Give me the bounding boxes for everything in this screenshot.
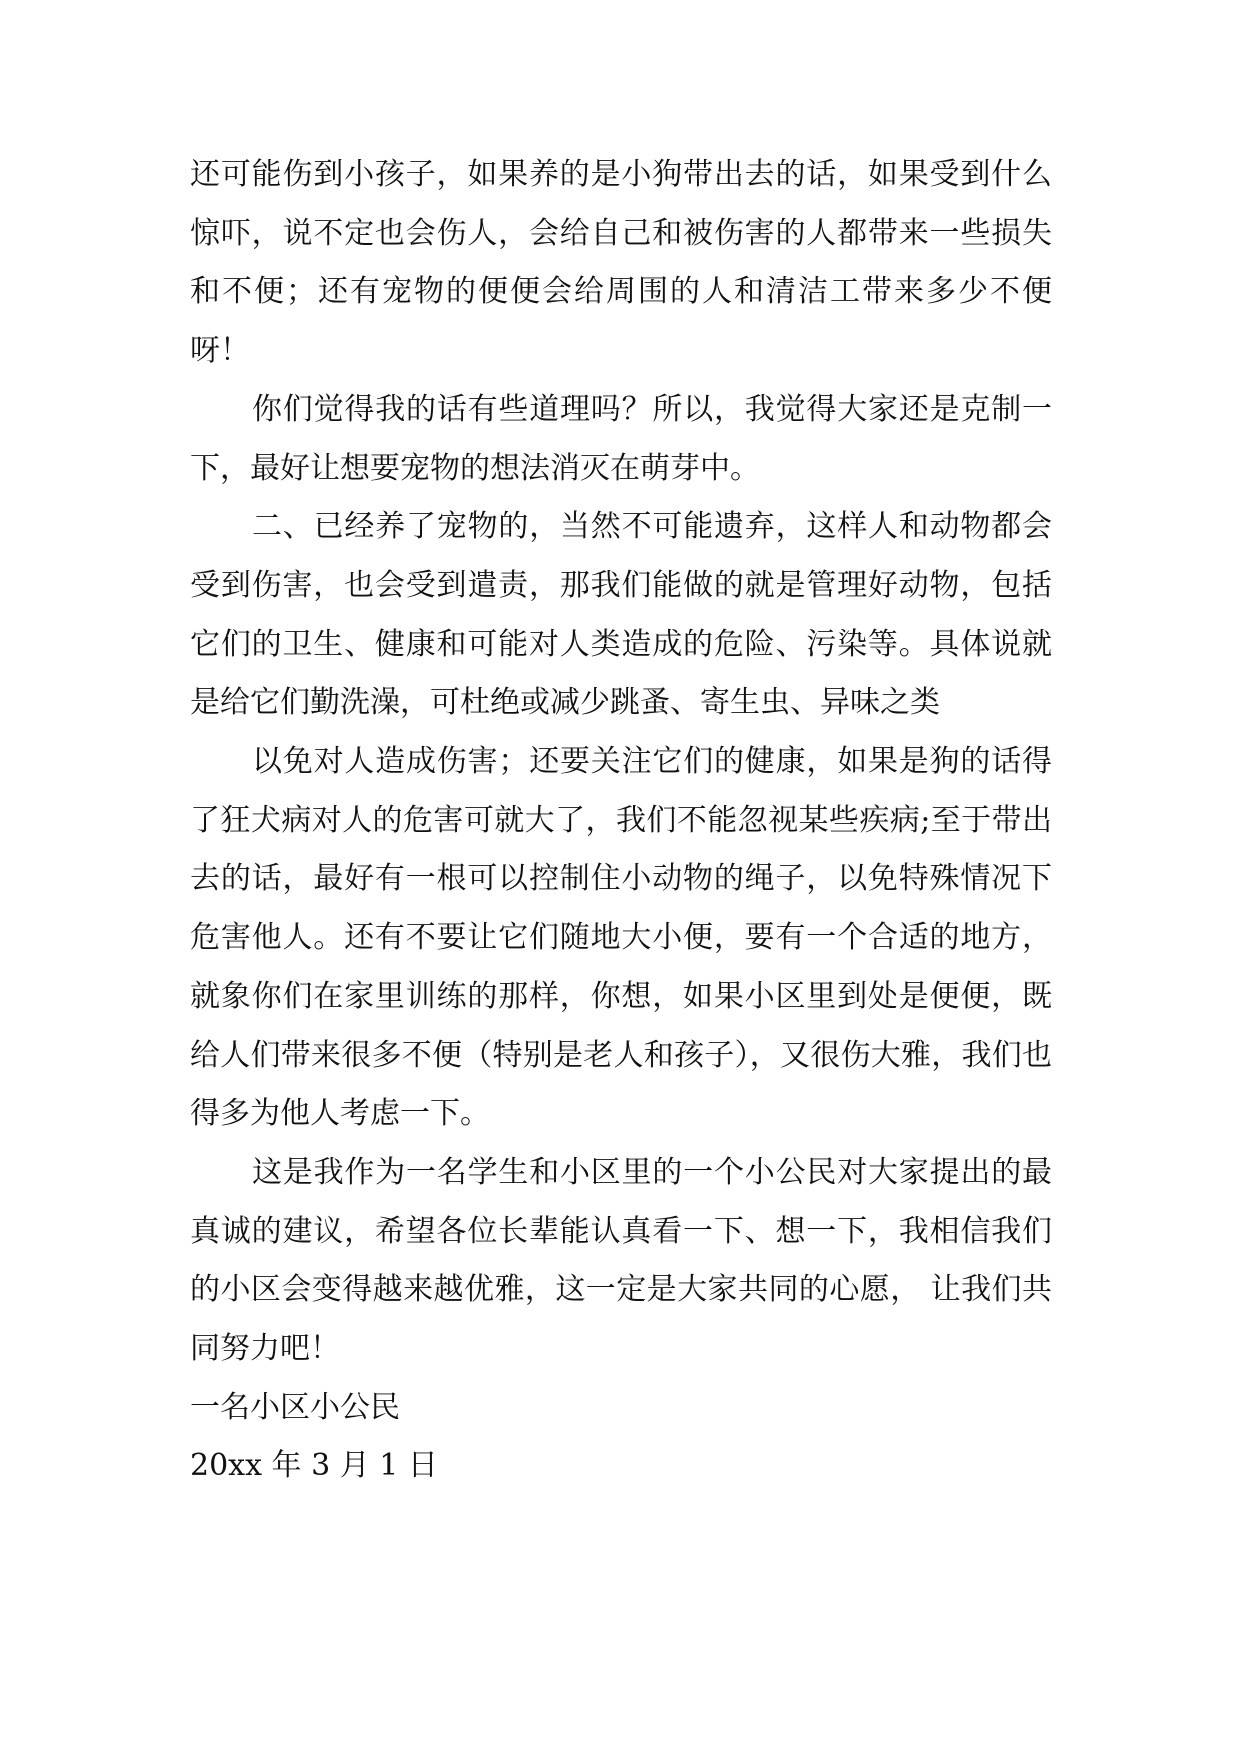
document-body [190,146,1052,1496]
paragraph: 二、已经养了宠物的，当然不可能遗弃，这样人和动物都会受到伤害，也会受到遣责，那我们能做的就是管理好动物，包括它们的卫生、健康和可能对人类造成的危险、污染等。具体说就是给它们勤洗澡，可杜绝或减少跳蚤、寄生虫、异味之类 [190,509,1052,721]
paragraph-continuation: 还可能伤到小孩子，如果养的是小狗带出去的话，如果受到什么惊吓，说不定也会伤人，会给自己和被伤害的人都带来一些损失和不便；还有宠物的便便会给周围的人和清洁工带来多少不便呀！ [190,157,1052,369]
paragraph: 这是我作为一名学生和小区里的一个小公民对大家提出的最真诚的建议，希望各位长辈能认真看一下、想一下，我相信我们的小区会变得越来越优雅，这一定是大家共同的心愿， 让我们共同努力吧！ [190,1154,1052,1367]
date: 20xx 年 3 月 1 日 [190,1448,438,1484]
signature: 一名小区小公民 [190,1389,400,1425]
paragraph: 你们觉得我的话有些道理吗？所以，我觉得大家还是克制一下，最好让想要宠物的想法消灭在萌芽中。 [190,391,1052,486]
paragraph: 以免对人造成伤害；还要关注它们的健康，如果是狗的话得了狂犬病对人的危害可就大了，我们不能忽视某些疾病;至于带出去的话，最好有一根可以控制住小动物的绳子，以免特殊情况下危害他人。还有不要让它们随地大小便，要有一个合适的地方，就象你们在家里训练的那样，你想，如果小区里到处是便便，既给人们带来很多不便（特别是老人和孩子），又很伤大雅，我们也得多为他人考虑一下。 [190,744,1052,1132]
